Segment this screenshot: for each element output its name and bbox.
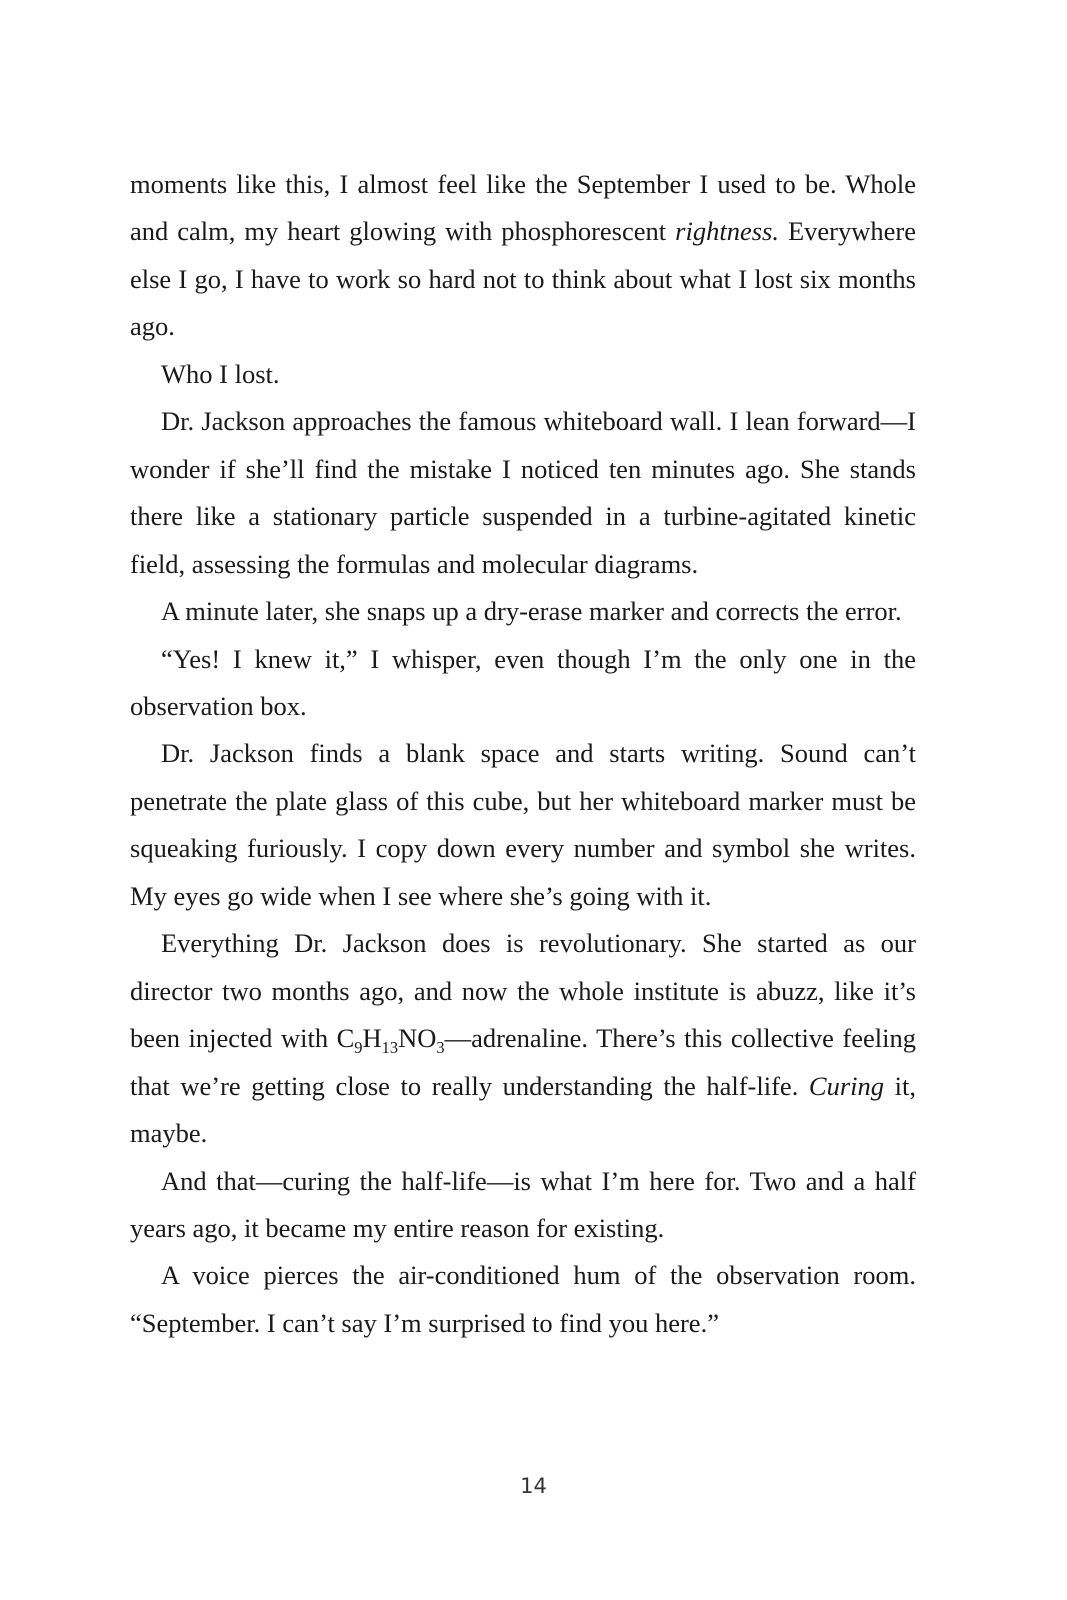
text-segment: NO	[398, 1023, 437, 1054]
text-segment: Everything Dr. Jackson does is revolutionary. She started as our director two months ago, and now the whole institute is abuzz, like it’s been injected with C	[130, 928, 916, 1054]
text-segment: A minute later, she snaps up a dry-erase marker and corrects the error.	[161, 596, 902, 627]
text-segment: “September. I can’t say I’m surprised to find you here.”	[130, 1307, 719, 1338]
text-segment: Everywhere else I go, I have to work so hard not to think about what I lost six months ago.	[130, 216, 916, 342]
text-segment: Dr. Jackson approaches the famous whiteboard wall. I lean forward—I wonder if she’ll find the mistake I noticed ten minutes ago. She stands there like a stationary particle suspended in a turbine-agitated kinetic field, assessing the formulas and molecular diagrams.	[130, 406, 916, 579]
paragraph	[130, 588, 916, 635]
paragraph	[130, 920, 916, 1157]
paragraph	[130, 1300, 916, 1347]
subscript-text: 9	[354, 1037, 363, 1057]
body-text	[130, 161, 916, 1347]
italic-text: rightness.	[675, 216, 779, 247]
text-segment: —adrenaline. There’s this collective feeling that we’re getting close to really understanding the half-life.	[130, 1023, 916, 1101]
paragraph	[130, 161, 916, 351]
paragraph	[130, 398, 916, 588]
paragraph	[130, 351, 916, 398]
italic-text: Curing	[808, 1070, 885, 1101]
text-segment: Dr. Jackson finds a blank space and starts writing. Sound can’t penetrate the plate glass of this cube, but her whiteboard marker must be squeaking furiously. I copy down every number and symbol she writes. My eyes go wide when I see where she’s going with it.	[130, 738, 916, 911]
subscript-text: 13	[381, 1037, 399, 1057]
text-segment: A voice pierces the air-conditioned hum of the observation room.	[161, 1260, 916, 1291]
paragraph	[130, 730, 916, 920]
paragraph	[130, 636, 916, 731]
page-number: 14	[520, 1474, 547, 1498]
text-segment: moments like this, I almost feel like the September I used to be. Whole and calm, my heart glowing with phosphorescent	[130, 169, 916, 247]
paragraph	[130, 1158, 916, 1253]
text-segment: And that—curing the half-life—is what I’m here for. Two and a half years ago, it became my entire reason for existing.	[130, 1165, 916, 1243]
text-segment: Who I lost.	[161, 358, 280, 389]
text-segment: it, maybe.	[130, 1070, 916, 1149]
paragraph	[130, 1252, 916, 1299]
subscript-text: 3	[436, 1037, 445, 1057]
text-segment: “Yes! I knew it,” I whisper, even though I’m the only one in the observation box.	[130, 643, 916, 721]
text-segment: H	[362, 1023, 382, 1054]
